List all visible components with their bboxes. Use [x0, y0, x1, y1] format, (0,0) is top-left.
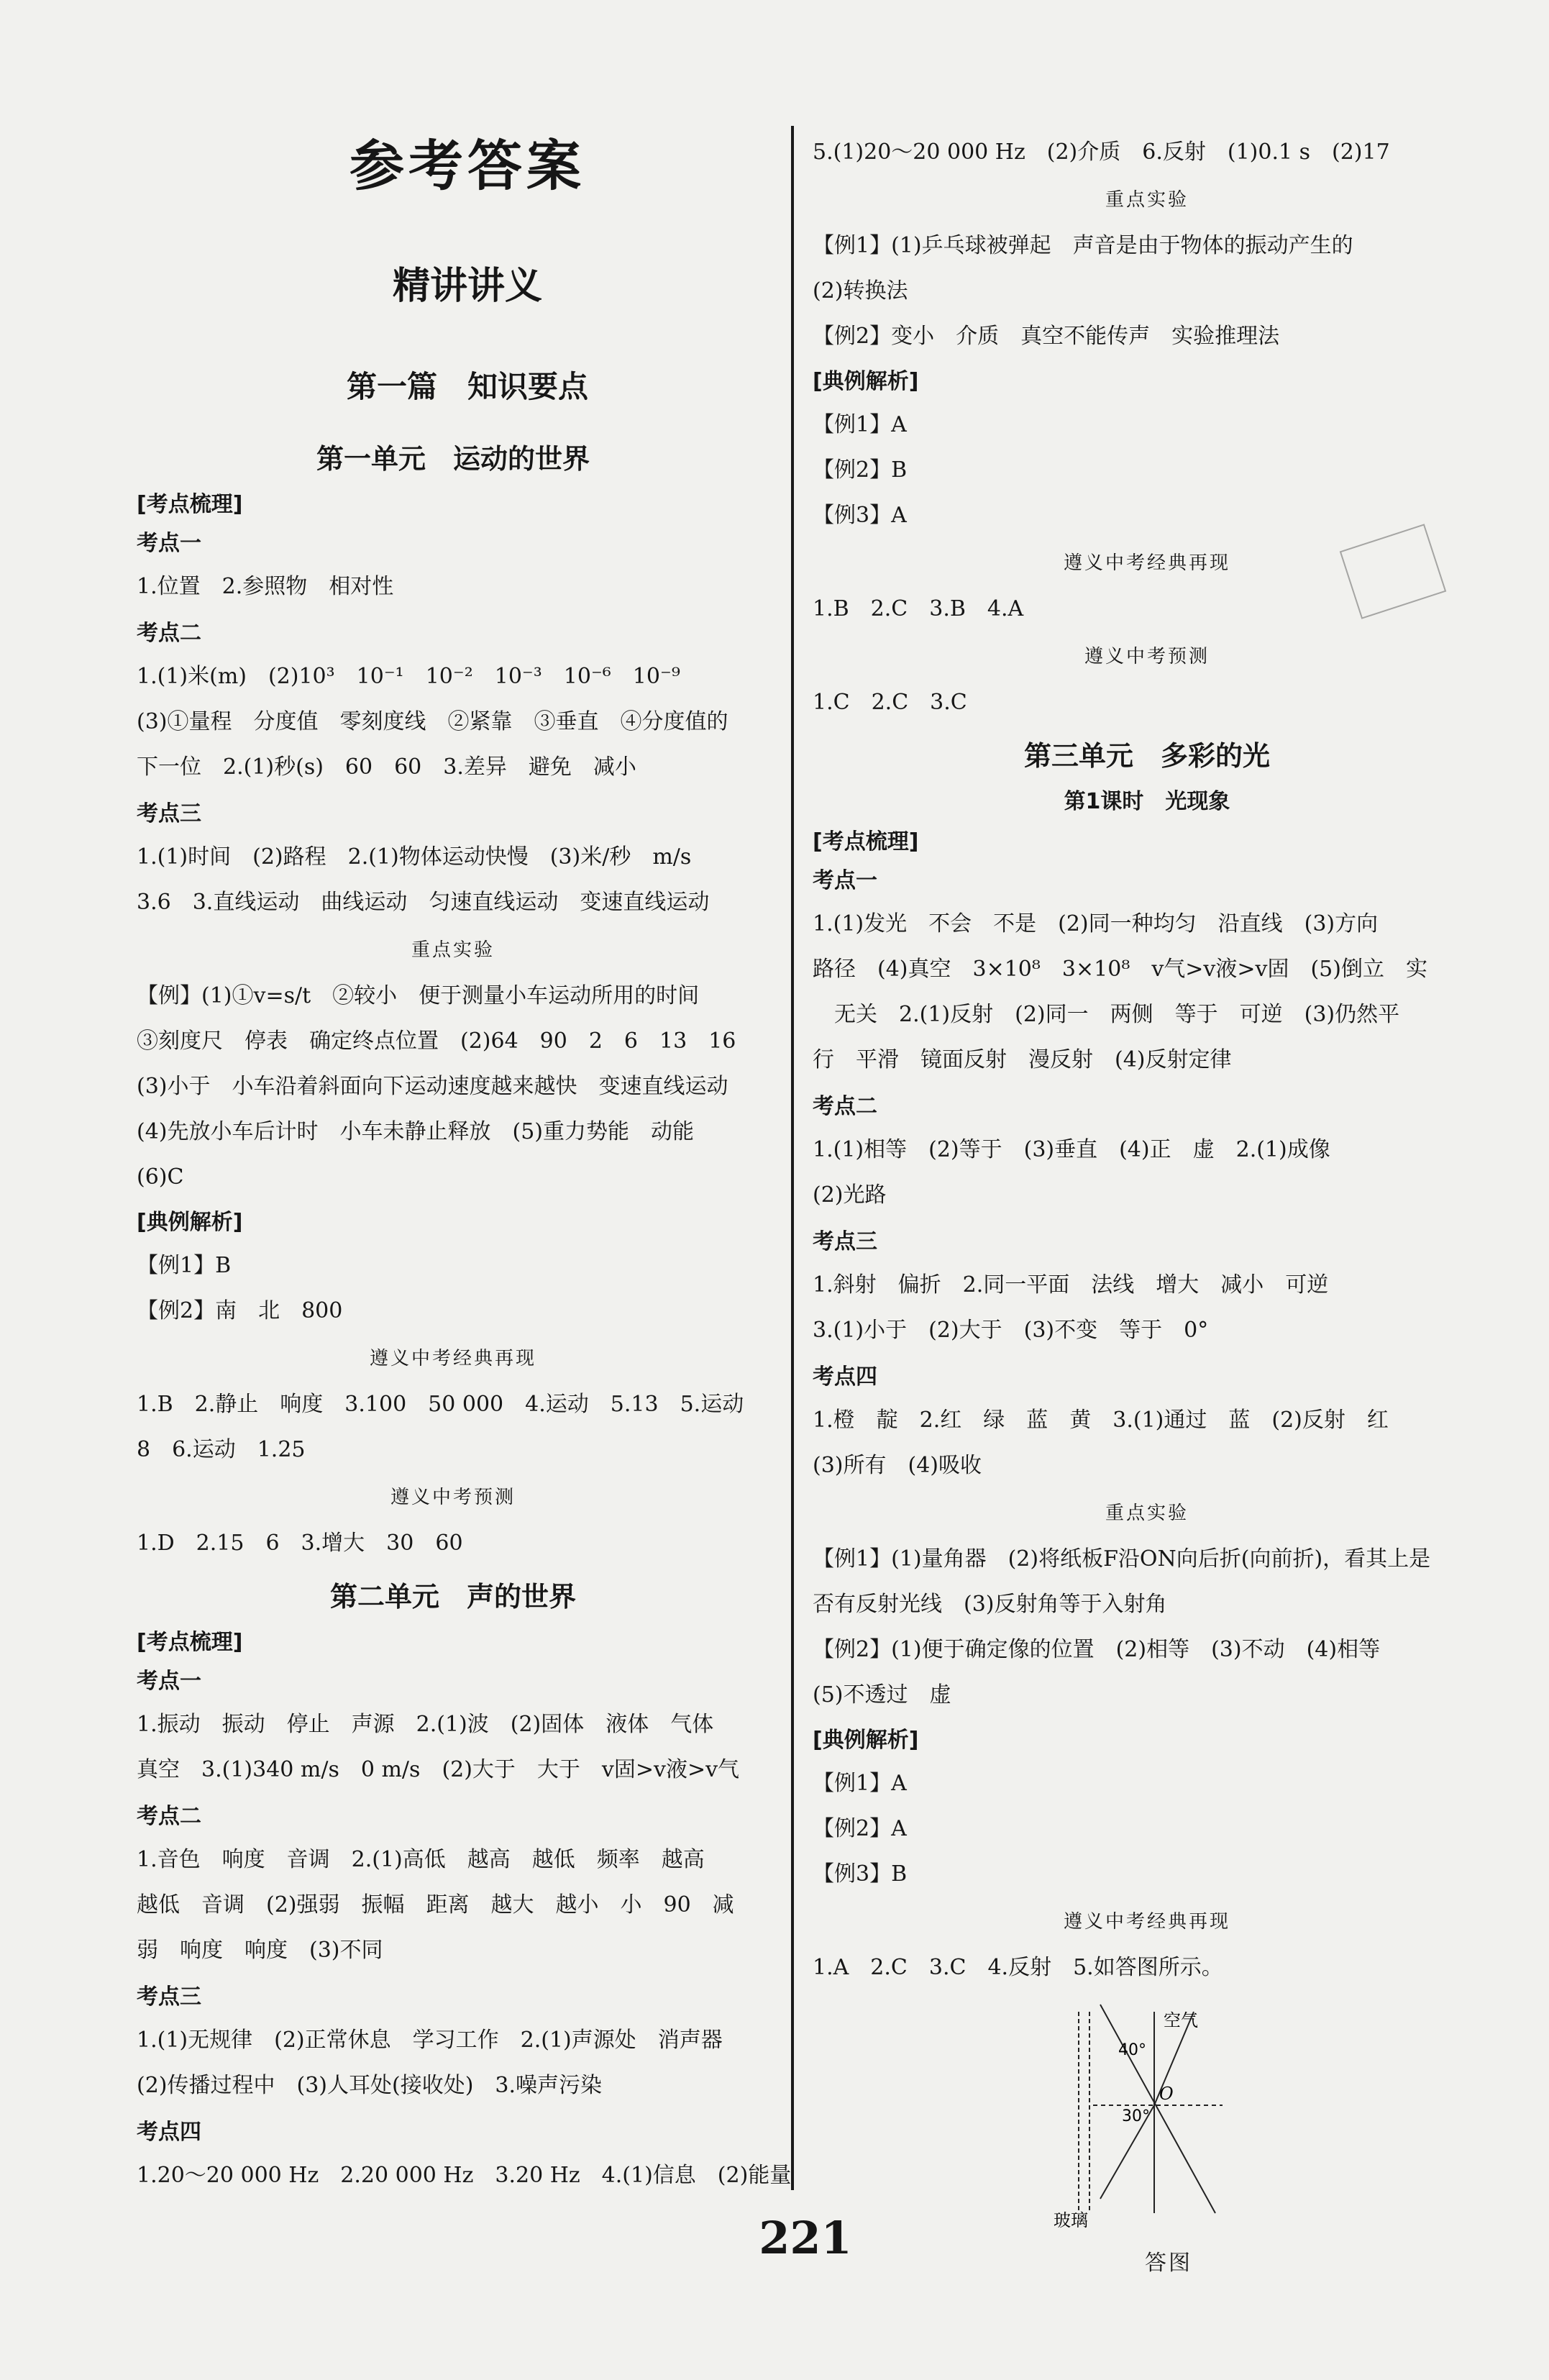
answer-line: (4)先放小车后计时 小车未静止释放 (5)重力势能 动能: [137, 1119, 694, 1144]
answer-line: 路径 (4)真空 3×10⁸ 3×10⁸ v气>v液>v固 (5)倒立 实: [813, 957, 1427, 982]
unit1-k1: 考点一: [137, 531, 201, 556]
experiment-label: 重点实验: [1105, 189, 1189, 211]
typical-label: [典例解析]: [813, 369, 919, 394]
unit3-k2: 考点二: [813, 1094, 877, 1119]
page-number: 221: [759, 2212, 852, 2264]
unit2-heading: 第二单元 声的世界: [329, 1581, 576, 1613]
answer-line: 1.B 2.C 3.B 4.A: [813, 596, 1024, 621]
unit3-classic-label: 遵义中考经典再现: [1063, 1911, 1230, 1933]
air-label: 空气: [1164, 2010, 1198, 2030]
column-divider: [791, 126, 794, 2190]
unit1-classic-label: 遵义中考经典再现: [369, 1348, 536, 1369]
answer-line: (5)不透过 虚: [813, 1682, 951, 1708]
answer-line: (3)①量程 分度值 零刻度线 ②紧靠 ③垂直 ④分度值的: [137, 709, 728, 734]
answer-line: 3.6 3.直线运动 曲线运动 匀速直线运动 变速直线运动: [137, 890, 710, 915]
left-column: [137, 428, 792, 2198]
answer-line: (3)小于 小车沿着斜面向下运动速度越来越快 变速直线运动: [137, 1074, 728, 1099]
forecast-label: 遵义中考预测: [1084, 646, 1210, 667]
refraction-diagram: [1050, 1997, 1237, 2235]
unit3-review-label: [考点梳理]: [813, 829, 919, 854]
answer-line: 1.音色 响度 音调 2.(1)高低 越高 越低 频率 越高: [137, 1847, 705, 1872]
unit2-k3: 考点三: [137, 1984, 201, 2010]
answer-line: 否有反射光线 (3)反射角等于入射角: [813, 1592, 1167, 1617]
answer-line: 【例2】B: [813, 457, 908, 483]
unit3-k1: 考点一: [813, 868, 877, 893]
answer-line: 1.位置 2.参照物 相对性: [137, 574, 394, 599]
answer-line: 1.(1)米(m) (2)10³ 10⁻¹ 10⁻² 10⁻³ 10⁻⁶ 10⁻⁹: [137, 664, 680, 689]
unit1-forecast-label: 遵义中考预测: [390, 1487, 516, 1508]
unit2-k1: 考点一: [137, 1669, 201, 1694]
answer-line: ③刻度尺 停表 确定终点位置 (2)64 90 2 6 13 16: [137, 1029, 736, 1054]
refraction-diagram-svg: [1050, 1997, 1237, 2235]
answer-line: (6)C: [137, 1164, 184, 1190]
page-subtitle: 精讲讲义: [392, 265, 542, 308]
answer-line: 1.(1)相等 (2)等于 (3)垂直 (4)正 虚 2.(1)成像: [813, 1137, 1330, 1162]
unit3-lesson: 第1课时 光现象: [1064, 789, 1230, 814]
classic-label: 遵义中考经典再现: [1063, 552, 1230, 574]
answer-line: 3.(1)小于 (2)大于 (3)不变 等于 0°: [813, 1318, 1209, 1343]
point-o-label: O: [1159, 2084, 1174, 2104]
unit3-experiment-label: 重点实验: [1105, 1503, 1189, 1524]
unit3-k4: 考点四: [813, 1364, 877, 1390]
reflected-ray: [1100, 2005, 1215, 2213]
answer-line: 【例2】变小 介质 真空不能传声 实验推理法: [813, 324, 1280, 349]
angle-40-label: 40°: [1118, 2041, 1146, 2059]
answer-line: 1.斜射 偏折 2.同一平面 法线 增大 减小 可逆: [813, 1272, 1329, 1298]
page-title: 参考答案: [349, 134, 585, 198]
angle-30-label: 30°: [1122, 2107, 1150, 2125]
unit3-heading: 第三单元 多彩的光: [1023, 740, 1270, 772]
answer-line: 1.(1)时间 (2)路程 2.(1)物体运动快慢 (3)米/秒 m/s: [137, 844, 692, 870]
answer-line: 1.A 2.C 3.C 4.反射 5.如答图所示。: [813, 1955, 1223, 1980]
unit1-typical-label: [典例解析]: [137, 1210, 243, 1235]
answer-line: 【例1】A: [813, 412, 907, 437]
unit2-k4: 考点四: [137, 2120, 201, 2145]
part-title: 第一篇 知识要点: [346, 369, 588, 404]
unit1-review-label: [考点梳理]: [137, 492, 243, 517]
answer-line: 8 6.运动 1.25: [137, 1437, 306, 1462]
answer-line: 下一位 2.(1)秒(s) 60 60 3.差异 避免 减小: [137, 754, 636, 780]
answer-line: (2)传播过程中 (3)人耳处(接收处) 3.噪声污染: [137, 2073, 603, 2098]
answer-line: 【例2】(1)便于确定像的位置 (2)相等 (3)不动 (4)相等: [813, 1637, 1381, 1662]
answer-line: 【例1】A: [813, 1771, 907, 1796]
answer-line: 越低 音调 (2)强弱 振幅 距离 越大 越小 小 90 减: [137, 1892, 734, 1918]
answer-line: 【例1】(1)量角器 (2)将纸板F沿ON向后折(向前折)，看其上是: [813, 1546, 1431, 1572]
answer-line: 弱 响度 响度 (3)不同: [137, 1938, 383, 1963]
answer-line: (2)转换法: [813, 278, 908, 304]
answer-line: 【例1】B: [137, 1253, 232, 1278]
answer-line: 1.(1)发光 不会 不是 (2)同一种均匀 沿直线 (3)方向: [813, 911, 1379, 936]
right-column: [813, 129, 1481, 2288]
unit3-typical-label: [典例解析]: [813, 1728, 919, 1753]
answer-line: 【例3】A: [813, 503, 907, 528]
answer-line: 【例2】A: [813, 1816, 907, 1841]
answer-line: (2)光路: [813, 1182, 887, 1208]
answer-line: 【例】(1)①v=s/t ②较小 便于测量小车运动所用的时间: [137, 983, 700, 1008]
answer-line: 真空 3.(1)340 m/s 0 m/s (2)大于 大于 v固>v液>v气: [137, 1757, 740, 1782]
answer-line: 1.B 2.静止 响度 3.100 50 000 4.运动 5.13 5.运动: [137, 1392, 744, 1417]
answer-line: 【例3】B: [813, 1861, 908, 1887]
answer-line: (3)所有 (4)吸收: [813, 1453, 982, 1478]
answer-line: 1.(1)无规律 (2)正常休息 学习工作 2.(1)声源处 消声器: [137, 2028, 723, 2053]
answer-line: 无关 2.(1)反射 (2)同一 两侧 等于 可逆 (3)仍然平: [813, 1002, 1400, 1027]
answer-line: 【例2】南 北 800: [137, 1298, 343, 1323]
answer-line: 1.橙 靛 2.红 绿 蓝 黄 3.(1)通过 蓝 (2)反射 红: [813, 1408, 1389, 1433]
unit1-experiment-label: 重点实验: [411, 939, 495, 961]
answer-line: 1.C 2.C 3.C: [813, 690, 967, 715]
answer-line: 1.振动 振动 停止 声源 2.(1)波 (2)固体 液体 气体: [137, 1712, 714, 1737]
answer-line: 1.20～20 000 Hz 2.20 000 Hz 3.20 Hz 4.(1)信息 (2)能量: [137, 2163, 792, 2188]
answer-line: 【例1】(1)乒乓球被弹起 声音是由于物体的振动产生的: [813, 233, 1353, 258]
unit1-k2: 考点二: [137, 621, 201, 646]
glass-label: 玻璃: [1054, 2210, 1088, 2230]
unit2-review-label: [考点梳理]: [137, 1630, 243, 1655]
figure-caption: 答图: [1145, 2251, 1192, 2276]
unit3-k3: 考点三: [813, 1229, 877, 1254]
answer-line: 1.D 2.15 6 3.增大 30 60: [137, 1531, 463, 1556]
unit1-k3: 考点三: [137, 801, 201, 826]
unit2-k2: 考点二: [137, 1804, 201, 1829]
unit1-heading: 第一单元 运动的世界: [316, 443, 590, 475]
answer-line: 行 平滑 镜面反射 漫反射 (4)反射定律: [813, 1047, 1232, 1072]
answer-line: 5.(1)20～20 000 Hz (2)介质 6.反射 (1)0.1 s (2)17: [813, 140, 1390, 165]
